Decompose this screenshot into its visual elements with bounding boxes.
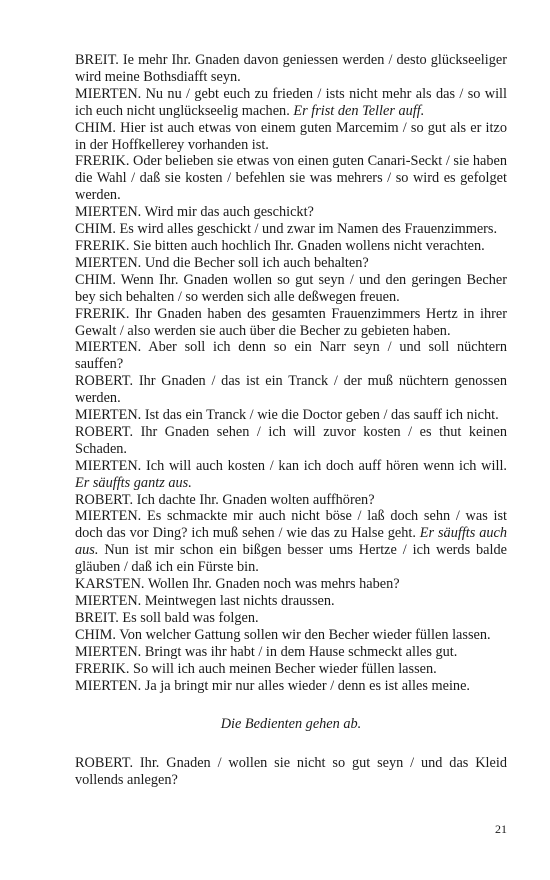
dialogue-line — [75, 52, 507, 86]
dialogue-text: Ist das ein Tranck / wie die Doctor geben / das sauff ich nicht. — [141, 407, 499, 424]
page-text-block — [75, 52, 507, 789]
speaker-name: ROBERT. — [75, 373, 134, 390]
speaker-name: MIERTEN. — [75, 508, 142, 525]
dialogue-text: Wird mir das auch geschickt? — [141, 204, 314, 221]
dialogue-line — [75, 120, 507, 154]
dialogue-text: Wollen Ihr. Gnaden noch was mehrs haben? — [144, 576, 400, 593]
dialogue-line — [75, 661, 507, 678]
speaker-name: MIERTEN. — [75, 339, 142, 356]
speaker-name: ROBERT. — [75, 423, 134, 440]
dialogue-line — [75, 492, 507, 509]
dialogue-line — [75, 610, 507, 627]
dialogue-line — [75, 678, 507, 695]
speaker-name: FRERIK. — [75, 660, 130, 677]
speaker-name: BREIT. — [75, 609, 119, 626]
dialogue-line — [75, 627, 507, 644]
dialogue-line — [75, 153, 507, 204]
speaker-name: CHIM. — [75, 271, 116, 288]
dialogue-text: Es wird alles geschickt / und zwar im Namen des Frauenzimmers. — [115, 221, 498, 238]
dialogue-line — [75, 86, 507, 120]
speaker-name: MIERTEN. — [75, 254, 142, 271]
dialogue-line — [75, 204, 507, 221]
dialogue-text: Wenn Ihr. Gnaden wollen so gut seyn / und den geringen Becher bey sich behalten / so werden sich alle deßwegen freuen. — [75, 271, 507, 305]
speaker-name: ROBERT. — [75, 491, 134, 508]
speaker-name: ROBERT. — [75, 755, 134, 772]
dialogue-block-after — [75, 755, 507, 789]
speaker-name: MIERTEN. — [75, 643, 142, 660]
dialogue-text: Ihr Gnaden sehen / ich will zuvor kosten / es thut keinen Schaden. — [75, 423, 507, 457]
dialogue-text: Von welcher Gattung sollen wir den Becher wieder füllen lassen. — [115, 626, 491, 643]
dialogue-line — [75, 508, 507, 576]
dialogue-text: Nu nu / gebt euch zu frieden / ists nicht mehr als das / so will ich euch nicht unglückseelig machen. — [75, 85, 507, 119]
speaker-name: MIERTEN. — [75, 593, 142, 609]
dialogue-text: Ich dachte Ihr. Gnaden wolten auffhören? — [133, 491, 375, 508]
stage-direction: Die Bedienten gehen ab. — [220, 716, 362, 733]
dialogue-text: Ich will auch kosten / kan ich doch auff hören wenn ich will. — [141, 457, 507, 474]
inline-stage-direction: Er säuffts auch aus. — [75, 525, 508, 559]
speaker-name: MIERTEN. — [75, 457, 142, 474]
dialogue-line — [75, 306, 507, 340]
dialogue-line — [75, 373, 507, 407]
dialogue-text: Bringt was ihr habt / in dem Hause schmeckt alles gut. — [141, 643, 458, 660]
dialogue-text: Ihr. Gnaden / wollen sie nicht so gut seyn / und das Kleid vollends anlegen? — [75, 755, 507, 789]
dialogue-text: Hier ist auch etwas von einem guten Marcemim / so gut als er itzo in der Hoffkellerey vorhanden ist. — [75, 119, 507, 153]
inline-stage-direction: Er säuffts gantz aus. — [75, 474, 192, 491]
speaker-name: MIERTEN. — [75, 677, 142, 694]
dialogue-line — [75, 221, 507, 238]
dialogue-block — [75, 52, 507, 694]
speaker-name: BREIT. — [75, 52, 119, 68]
dialogue-text: Ie mehr Ihr. Gnaden davon geniessen werden / desto glückseeliger wird meine Bothsdiafft seyn. — [75, 52, 507, 85]
dialogue-text: Ihr Gnaden / das ist ein Tranck / der muß nüchtern genossen werden. — [75, 373, 507, 407]
speaker-name: FRERIK. — [75, 153, 130, 170]
dialogue-text: So will ich auch meinen Becher wieder füllen lassen. — [129, 660, 437, 677]
speaker-name: CHIM. — [75, 221, 116, 238]
dialogue-line — [75, 644, 507, 661]
dialogue-line — [75, 255, 507, 272]
dialogue-text: Ja ja bringt mir nur alles wieder / denn es ist alles meine. — [141, 677, 470, 694]
dialogue-line — [75, 593, 507, 610]
dialogue-line — [75, 458, 507, 492]
speaker-name: MIERTEN. — [75, 204, 142, 221]
dialogue-line — [75, 339, 507, 373]
dialogue-text-continued: Nun ist mir schon ein bißgen besser ums Hertze / ich werds balde gläuben / daß ich ein Fürste bin. — [75, 542, 507, 576]
inline-stage-direction: Er frist den Teller auff. — [293, 102, 425, 119]
dialogue-text: Es schmackte mir auch nicht böse / laß doch sehn / was ist doch das vor Ding? ich muß sehen / wie das zu Halse geht. — [75, 508, 507, 542]
dialogue-text: Es soll bald was folgen. — [118, 609, 259, 626]
dialogue-line — [75, 576, 507, 593]
speaker-name: FRERIK. — [75, 237, 130, 254]
dialogue-line — [75, 424, 507, 458]
speaker-name: FRERIK. — [75, 305, 130, 322]
dialogue-text: Sie bitten auch hochlich Ihr. Gnaden wollens nicht verachten. — [129, 237, 485, 254]
dialogue-text: Meintwegen last nichts draussen. — [141, 593, 335, 609]
page-number: 21 — [495, 822, 507, 836]
dialogue-text: Ihr Gnaden haben des gesamten Frauenzimmers Hertz in ihrer Gewalt / also werden sie auch über die Becher zu gebieten haben. — [75, 305, 507, 339]
dialogue-text: Aber soll ich denn so ein Narr seyn / und soll nüchtern sauffen? — [75, 339, 507, 373]
speaker-name: KARSTEN. — [75, 576, 145, 593]
dialogue-line — [75, 238, 507, 255]
speaker-name: MIERTEN. — [75, 407, 142, 424]
speaker-name: CHIM. — [75, 119, 116, 136]
dialogue-line — [75, 272, 507, 306]
dialogue-line — [75, 755, 507, 789]
speaker-name: MIERTEN. — [75, 85, 142, 102]
dialogue-line — [75, 407, 507, 424]
speaker-name: CHIM. — [75, 626, 116, 643]
dialogue-text: Und die Becher soll ich auch behalten? — [141, 254, 369, 271]
dialogue-text: Oder belieben sie etwas von einen guten Canari-Seckt / sie haben die Wahl / daß sie kosten / befehlen sie was mehrers / so wird es gefolget werden. — [75, 153, 507, 204]
